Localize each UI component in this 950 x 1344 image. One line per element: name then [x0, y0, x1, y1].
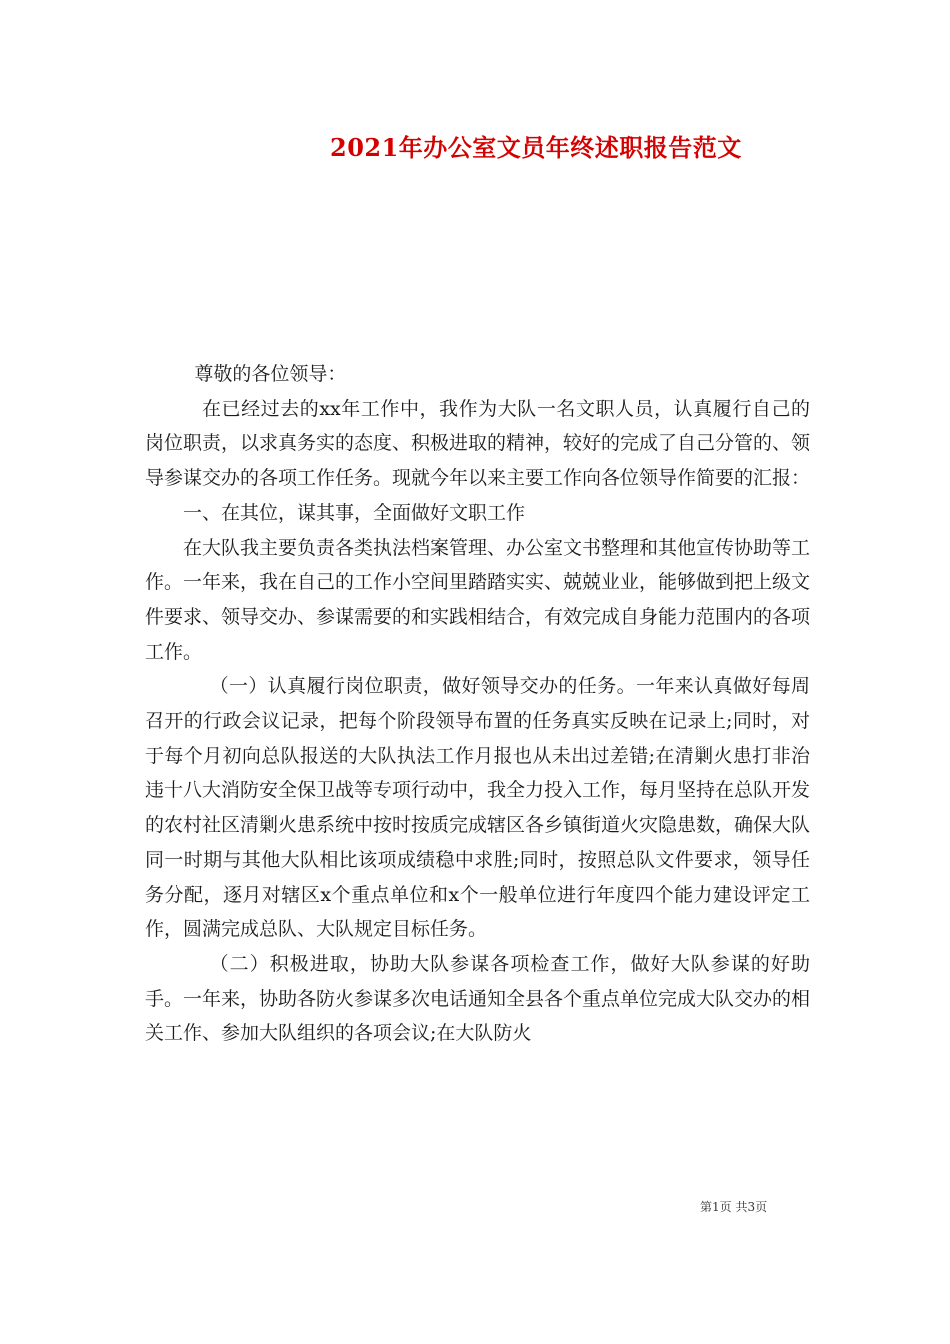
subsection-paragraph-2: （二）积极进取，协助大队参谋各项检查工作，做好大队参谋的好助手。一年来，协助各防火参谋多次电话通知全县各个重点单位完成大队交办的相关工作、参加大队组织的各项会议;在大队防火 — [145, 952, 811, 1045]
intro-paragraph: 在已经过去的xx年工作中，我作为大队一名文职人员，认真履行自己的岗位职责，以求真务实的态度、积极进取的精神，较好的完成了自己分管的、领导参谋交办的各项工作任务。现就今年以来主要工作向各位领导作简要的汇报： — [145, 397, 811, 490]
page-number: 第1页 共3页 — [700, 1200, 768, 1214]
salutation-paragraph: 尊敬的各位领导： — [194, 363, 347, 385]
document-body — [145, 357, 810, 1051]
section-heading: 一、在其位，谋其事，全面做好文职工作 — [183, 501, 526, 524]
body-paragraph: 在大队我主要负责各类执法档案管理、办公室文书整理和其他宣传协助等工作。一年来，我在自己的工作小空间里踏踏实实、兢兢业业，能够做到把上级文件要求、领导交办、参谋需要的和实践相结合，有效完成自身能力范围内的各项工作。 — [145, 536, 811, 663]
document-title: 2021年办公室文员年终述职报告范文 — [330, 133, 742, 162]
subsection-paragraph-1: （一）认真履行岗位职责，做好领导交办的任务。一年来认真做好每周召开的行政会议记录，把每个阶段领导布置的任务真实反映在记录上;同时，对于每个月初向总队报送的大队执法工作月报也从未出过差错;在清剿火患打非治违十八大消防安全保卫战等专项行动中，我全力投入工作，每月坚持在总队开发的农村社区清剿火患系统中按时按质完成辖区各乡镇街道火灾隐患数，确保大队同一时期与其他大队相比该项成绩稳中求胜;同时，按照总队文件要求，领导任务分配，逐月对辖区x个重点单位和x个一般单位进行年度四个能力建设评定工作，圆满完成总队、大队规定目标任务。 — [145, 675, 811, 941]
